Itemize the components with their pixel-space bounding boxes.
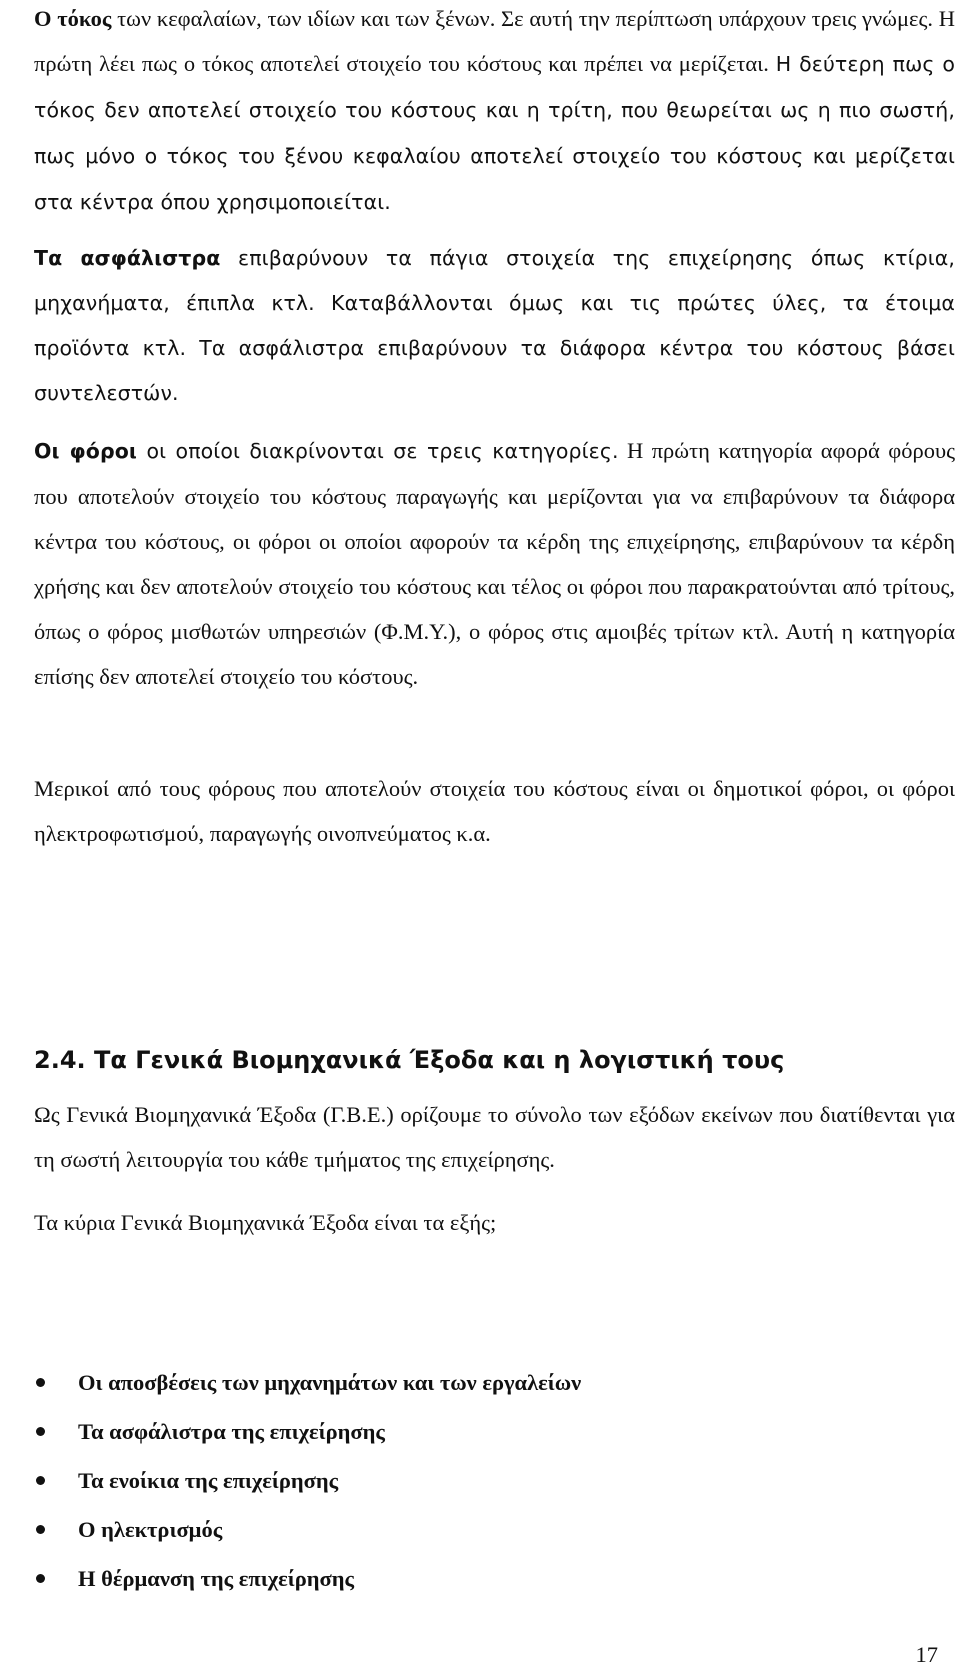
bullet-icon [36, 1378, 45, 1387]
bullet-icon [36, 1574, 45, 1583]
paragraph-gbe-intro: Τα κύρια Γενικά Βιομηχανικά Έξοδα είναι τα εξής; [34, 1210, 497, 1235]
paragraph-taxes-text-1: οι οποίοι διακρίνονται σε τρεις κατηγορίες. [137, 439, 619, 463]
bullet-icon [36, 1476, 45, 1485]
gbe-list [34, 1358, 581, 1603]
paragraph-interest [34, 0, 955, 225]
page-number: 17 [915, 1642, 938, 1667]
paragraph-taxes-text-2: Η πρώτη κατηγορία αφορά φόρους που αποτελούν στοιχείο του κόστους παραγωγής και μερίζονται για να επιβαρύνουν τα διάφορα κέντρα του κόστους, οι φόροι οι οποίοι αφορούν τα κέρδη της επιχείρησης, επιβαρύνουν τα κέρδη χρήσης και δεν αποτελούν στοιχείο του κόστους και τέλος οι φόροι που παρακρατούνται από τρίτους, όπως ο φόρος μισθωτών υπηρεσιών (Φ.Μ.Υ.), ο φόρος στις αμοιβές τρίτων κτλ. Αυτή η κατηγορία επίσης δεν αποτελεί στοιχείο του κόστους. [34, 438, 955, 689]
bullet-icon [36, 1427, 45, 1436]
paragraph-insurance [34, 236, 955, 416]
paragraph-interest-text-2: Η δεύτερη πως ο τόκος δεν αποτελεί στοιχείο του κόστους και η τρίτη, που θεωρείται ως η πιο σωστή, πως μόνο ο τόκος του ξένου κεφαλαίου αποτελεί στοιχείο του κόστους και μερίζεται στα κέντρα όπου χρησιμοποιείται. [34, 52, 955, 214]
list-item: Τα ασφάλιστρα της επιχείρησης [34, 1407, 581, 1456]
paragraph-municipal-taxes: Μερικοί από τους φόρους που αποτελούν στοιχεία του κόστους είναι οι δημοτικοί φόροι, οι φόροι ηλεκτροφωτισμού, παραγωγής οινοπνεύματος κ.α. [34, 776, 955, 846]
term-insurance: Τα ασφάλιστρα [34, 246, 221, 270]
term-interest: Ο τόκος [34, 6, 112, 31]
paragraph-interest-text-1: των κεφαλαίων, των ιδίων και των ξένων. Σε αυτή την περίπτωση υπάρχουν τρεις γνώμες. Η πρώτη λέει πως ο τόκος αποτελεί στοιχείο του κόστους και πρέπει να μερίζεται. [34, 6, 955, 76]
bullet-icon [36, 1525, 45, 1534]
list-item: Η θέρμανση της επιχείρησης [34, 1554, 581, 1603]
list-item: Τα ενοίκια της επιχείρησης [34, 1456, 581, 1505]
list-item: Ο ηλεκτρισμός [34, 1505, 581, 1554]
section-heading: 2.4. Τα Γενικά Βιομηχανικά Έξοδα και η λογιστική τους [34, 1046, 785, 1074]
paragraph-insurance-text: επιβαρύνουν τα πάγια στοιχεία της επιχείρησης όπως κτίρια, μηχανήματα, έπιπλα κτλ. Καταβάλλονται όμως και τις πρώτες ύλες, τα έτοιμα προϊόντα κτλ. Τα ασφάλιστρα επιβαρύνουν τα διάφορα κέντρα του κόστους βάσει συντελεστών. [34, 246, 955, 405]
paragraph-taxes [34, 428, 955, 699]
list-item: Οι αποσβέσεις των μηχανημάτων και των εργαλείων [34, 1358, 581, 1407]
term-taxes: Οι φόροι [34, 439, 138, 463]
paragraph-gbe-definition: Ως Γενικά Βιομηχανικά Έξοδα (Γ.Β.Ε.) ορίζουμε το σύνολο των εξόδων εκείνων που διατίθενται για τη σωστή λειτουργία του κάθε τμήματος της επιχείρησης. [34, 1102, 955, 1172]
